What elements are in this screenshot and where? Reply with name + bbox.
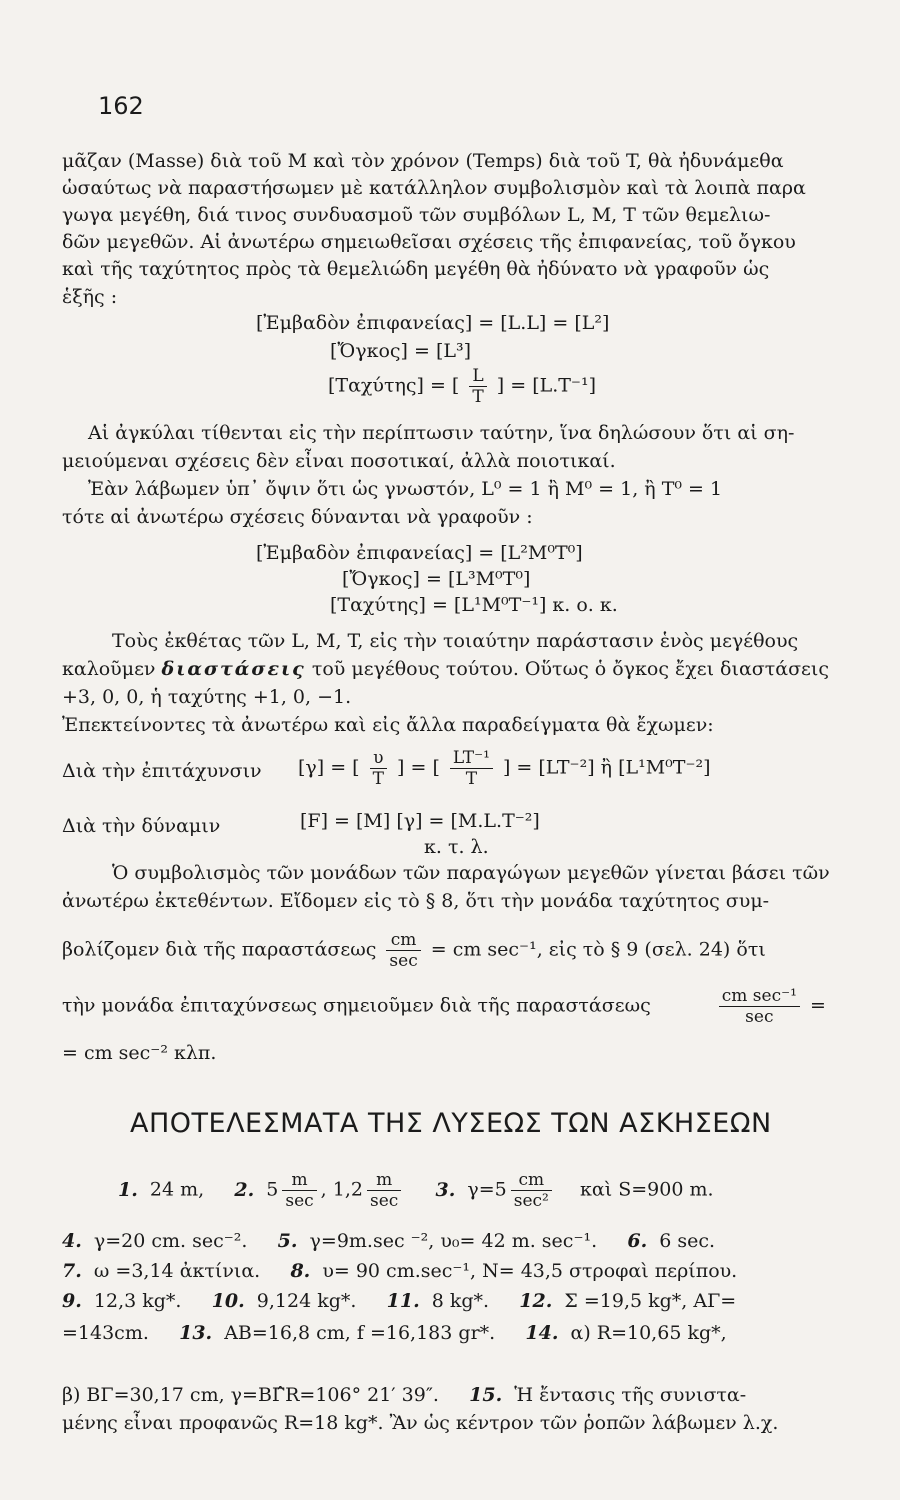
answer-text: γ=9m.sec ⁻², υ₀= 42 m. sec⁻¹. (309, 1230, 598, 1252)
text-line: Ἐπεκτείνοντες τὰ ἀνωτέρω καὶ εἰς ἄλλα παραδείγματα θὰ ἔχωμεν: (62, 714, 714, 736)
answer-number: 3. (435, 1178, 456, 1201)
text-line: Αἱ ἀγκύλαι τίθενται εἰς τὴν περίπτωσιν ταύτην, ἵνα δηλώσουν ὅτι αἱ ση- (88, 422, 795, 444)
fraction-denominator: T (372, 769, 384, 789)
fraction-cm-sec-over-sec (719, 986, 800, 1027)
fraction-denominator: sec (285, 1191, 314, 1211)
fraction-denominator: sec (745, 1007, 774, 1027)
answer-text: 9,124 kg*. (256, 1290, 357, 1312)
answers-row-7 (62, 1412, 778, 1434)
answer-number: 5. (277, 1230, 298, 1252)
equation-area: [Ἐμβαδὸν ἐπιφανείας] = [L.L] = [L²] (256, 312, 610, 334)
fraction-answer (367, 1170, 401, 1211)
answer-text: 24 m, (149, 1178, 205, 1201)
answers-row-5 (62, 1322, 727, 1344)
fraction-numerator: cm (511, 1170, 552, 1191)
answer-text: 5 (266, 1178, 279, 1201)
fraction-numerator: L (469, 366, 486, 387)
equation-volume: [Ὄγκος] = [L³] (330, 340, 471, 362)
answer-text: β) ΒΓ=30,17 cm, γ=ΒΓ̂R=106° 21′ 39″. (62, 1384, 439, 1406)
answer-text: υ= 90 cm.sec⁻¹, N= 43,5 στροφαὶ περίπου. (322, 1260, 738, 1282)
answer-text: α) R=10,65 kg*, (570, 1322, 727, 1344)
fraction-denominator: sec (389, 951, 418, 971)
equation-etc: κ. τ. λ. (424, 836, 489, 858)
answer-number: 12. (519, 1290, 553, 1312)
equation-speed-lhs: [Ταχύτης] = [ (328, 374, 460, 397)
answer-number: 2. (234, 1178, 255, 1201)
text-line: Ἐὰν λάβωμεν ὑπ᾽ ὄψιν ὅτι ὡς γνωστόν, L⁰ = 1 ἢ M⁰ = 1, ἢ T⁰ = 1 (88, 478, 723, 500)
equation-force: [F] = [M] [γ] = [M.L.T⁻²] (300, 810, 540, 832)
text-line: ἀνωτέρω ἐκτεθέντων. Εἴδομεν εἰς τὸ § 8, ὅτι τὴν μονάδα ταχύτητος συμ- (62, 890, 770, 912)
text-line: μειούμεναι σχέσεις δὲν εἶναι ποσοτικαί, ἀλλὰ ποιοτικαί. (62, 450, 616, 472)
text-line: Ὁ συμβολισμὸς τῶν μονάδων τῶν παραγώγων μεγεθῶν γίνεται βάσει τῶν (112, 862, 830, 884)
answer-text: ΑΒ=16,8 cm, f =16,183 gr*. (224, 1322, 496, 1344)
text-fragment: τοῦ μεγέθους τούτου. Οὕτως ὁ ὄγκος ἔχει διαστάσεις (311, 658, 829, 680)
answer-number: 7. (62, 1260, 82, 1282)
answer-text: , 1,2 (320, 1178, 363, 1201)
text-line: = cm sec⁻² κλπ. (62, 1042, 217, 1064)
fraction-denominator: T (465, 769, 478, 789)
term-dimensions: διαστάσεις (161, 658, 306, 680)
text-line: δῶν μεγεθῶν. Αἱ ἀνωτέρω σημειωθεῖσαι σχέσεις τῆς ἐπιφανείας, τοῦ ὄγκου (62, 231, 796, 253)
fraction-denominator: sec (369, 1191, 399, 1211)
text-line: μᾶζαν (Masse) διὰ τοῦ M καὶ τὸν χρόνον (Temps) διὰ τοῦ T, θὰ ἠδυνάμεθα (62, 150, 784, 172)
answer-text: γ=5 (467, 1178, 507, 1201)
fraction-denominator: T (472, 387, 484, 407)
section-heading: ΑΠΟΤΕΛΕΣΜΑΤΑ ΤΗΣ ΛΥΣΕΩΣ ΤΩΝ ΑΣΚΗΣΕΩΝ (130, 1108, 772, 1139)
fraction-numerator: cm sec⁻¹ (719, 986, 800, 1007)
fraction-numerator: υ (370, 748, 387, 769)
answers-row-6 (62, 1384, 746, 1406)
text-line (62, 986, 826, 1027)
equation-speed-rhs: ] = [L.T⁻¹] (496, 374, 596, 397)
equation-acceleration-label: Διὰ τὴν ἐπιτάχυνσιν (62, 760, 262, 782)
answer-text: 12,3 kg*. (93, 1290, 182, 1312)
answers-row-4 (62, 1290, 736, 1312)
equation-speed (328, 366, 596, 407)
fraction-numerator: m (282, 1170, 316, 1191)
fraction-numerator: LT⁻¹ (450, 748, 493, 769)
answer-text: μένης εἶναι προφανῶς R=18 kg*. Ἂν ὡς κέντρον τῶν ῥοπῶν λάβωμεν λ.χ. (62, 1412, 779, 1434)
text-line: καὶ τῆς ταχύτητος πρὸς τὰ θεμελιώδη μεγέθη θὰ ἠδύνατο νὰ γραφοῦν ὡς (62, 258, 770, 280)
fraction-answer (511, 1170, 552, 1211)
text-fragment: τὴν μονάδα ἐπιταχύνσεως σημειοῦμεν διὰ τῆς παραστάσεως (62, 994, 651, 1017)
fraction-cm-over-sec (386, 930, 420, 971)
equation-area-exp: [Ἐμβαδὸν ἐπιφανείας] = [L²M⁰T⁰] (256, 542, 583, 564)
answer-number: 9. (62, 1290, 82, 1312)
answer-number: 15. (469, 1384, 503, 1406)
answer-number: 4. (62, 1230, 82, 1252)
text-line: +3, 0, 0, ἡ ταχύτης +1, 0, −1. (62, 686, 352, 708)
equation-acceleration (298, 748, 711, 789)
text-fragment: βολίζομεν διὰ τῆς παραστάσεως (62, 938, 377, 961)
fraction-numerator: m (367, 1170, 401, 1191)
text-fragment: = (809, 994, 826, 1017)
fraction-lt-over-t (450, 748, 493, 789)
answer-text: καὶ S=900 m. (580, 1178, 714, 1201)
fraction-denominator: sec² (513, 1191, 549, 1211)
answer-number: 10. (211, 1290, 245, 1312)
fraction-v-over-t (370, 748, 387, 789)
fraction-l-over-t (469, 366, 486, 407)
fraction-numerator: cm (386, 930, 420, 951)
answer-text: Σ =19,5 kg*, ΑΓ= (564, 1290, 737, 1312)
equation-part: ] = [ (397, 756, 440, 779)
answer-number: 14. (525, 1322, 559, 1344)
text-line: ὡσαύτως νὰ παραστήσωμεν μὲ κατάλληλον συμβολισμὸν καὶ τὰ λοιπὰ παρα (62, 177, 806, 199)
answer-number: 11. (386, 1290, 420, 1312)
equation-volume-exp: [Ὄγκος] = [L³M⁰T⁰] (342, 568, 531, 590)
answers-row-2 (62, 1230, 715, 1252)
answer-number: 6. (627, 1230, 648, 1252)
text-line: τότε αἱ ἀνωτέρω σχέσεις δύνανται νὰ γραφοῦν : (62, 506, 533, 528)
text-line (62, 658, 829, 680)
page-number: 162 (98, 92, 144, 120)
answer-text: 8 kg*. (431, 1290, 490, 1312)
equation-force-label: Διὰ τὴν δύναμιν (62, 815, 221, 837)
answer-text: =143cm. (62, 1322, 149, 1344)
text-fragment: = cm sec⁻¹, εἰς τὸ § 9 (σελ. 24) ὅτι (430, 938, 766, 961)
answer-number: 13. (179, 1322, 213, 1344)
equation-part: [γ] = [ (298, 756, 360, 779)
text-line: γωγα μεγέθη, διά τινος συνδυασμοῦ τῶν συμβόλων L, M, T τῶν θεμελιω- (62, 204, 771, 226)
answer-text: Ἡ ἔντασις τῆς συνιστα- (514, 1384, 747, 1406)
answers-row-1 (118, 1170, 714, 1211)
answer-text: γ=20 cm. sec⁻². (93, 1230, 248, 1252)
text-line: Τοὺς ἐκθέτας τῶν L, M, T, εἰς τὴν τοιαύτην παράστασιν ἑνὸς μεγέθους (112, 630, 799, 652)
answer-text: ω =3,14 ἀκτίνια. (93, 1260, 261, 1282)
equation-part: ] = [LT⁻²] ἢ [L¹M⁰T⁻²] (502, 756, 711, 779)
answer-number: 8. (290, 1260, 311, 1282)
text-fragment: καλοῦμεν (62, 658, 156, 680)
text-line (62, 930, 766, 971)
answers-row-3 (62, 1260, 737, 1282)
answer-text: 6 sec. (659, 1230, 716, 1252)
text-line: ἑξῆς : (62, 286, 118, 308)
equation-speed-exp: [Ταχύτης] = [L¹M⁰T⁻¹] κ. ο. κ. (330, 594, 618, 616)
answer-number: 1. (118, 1178, 138, 1201)
fraction-answer (282, 1170, 316, 1211)
